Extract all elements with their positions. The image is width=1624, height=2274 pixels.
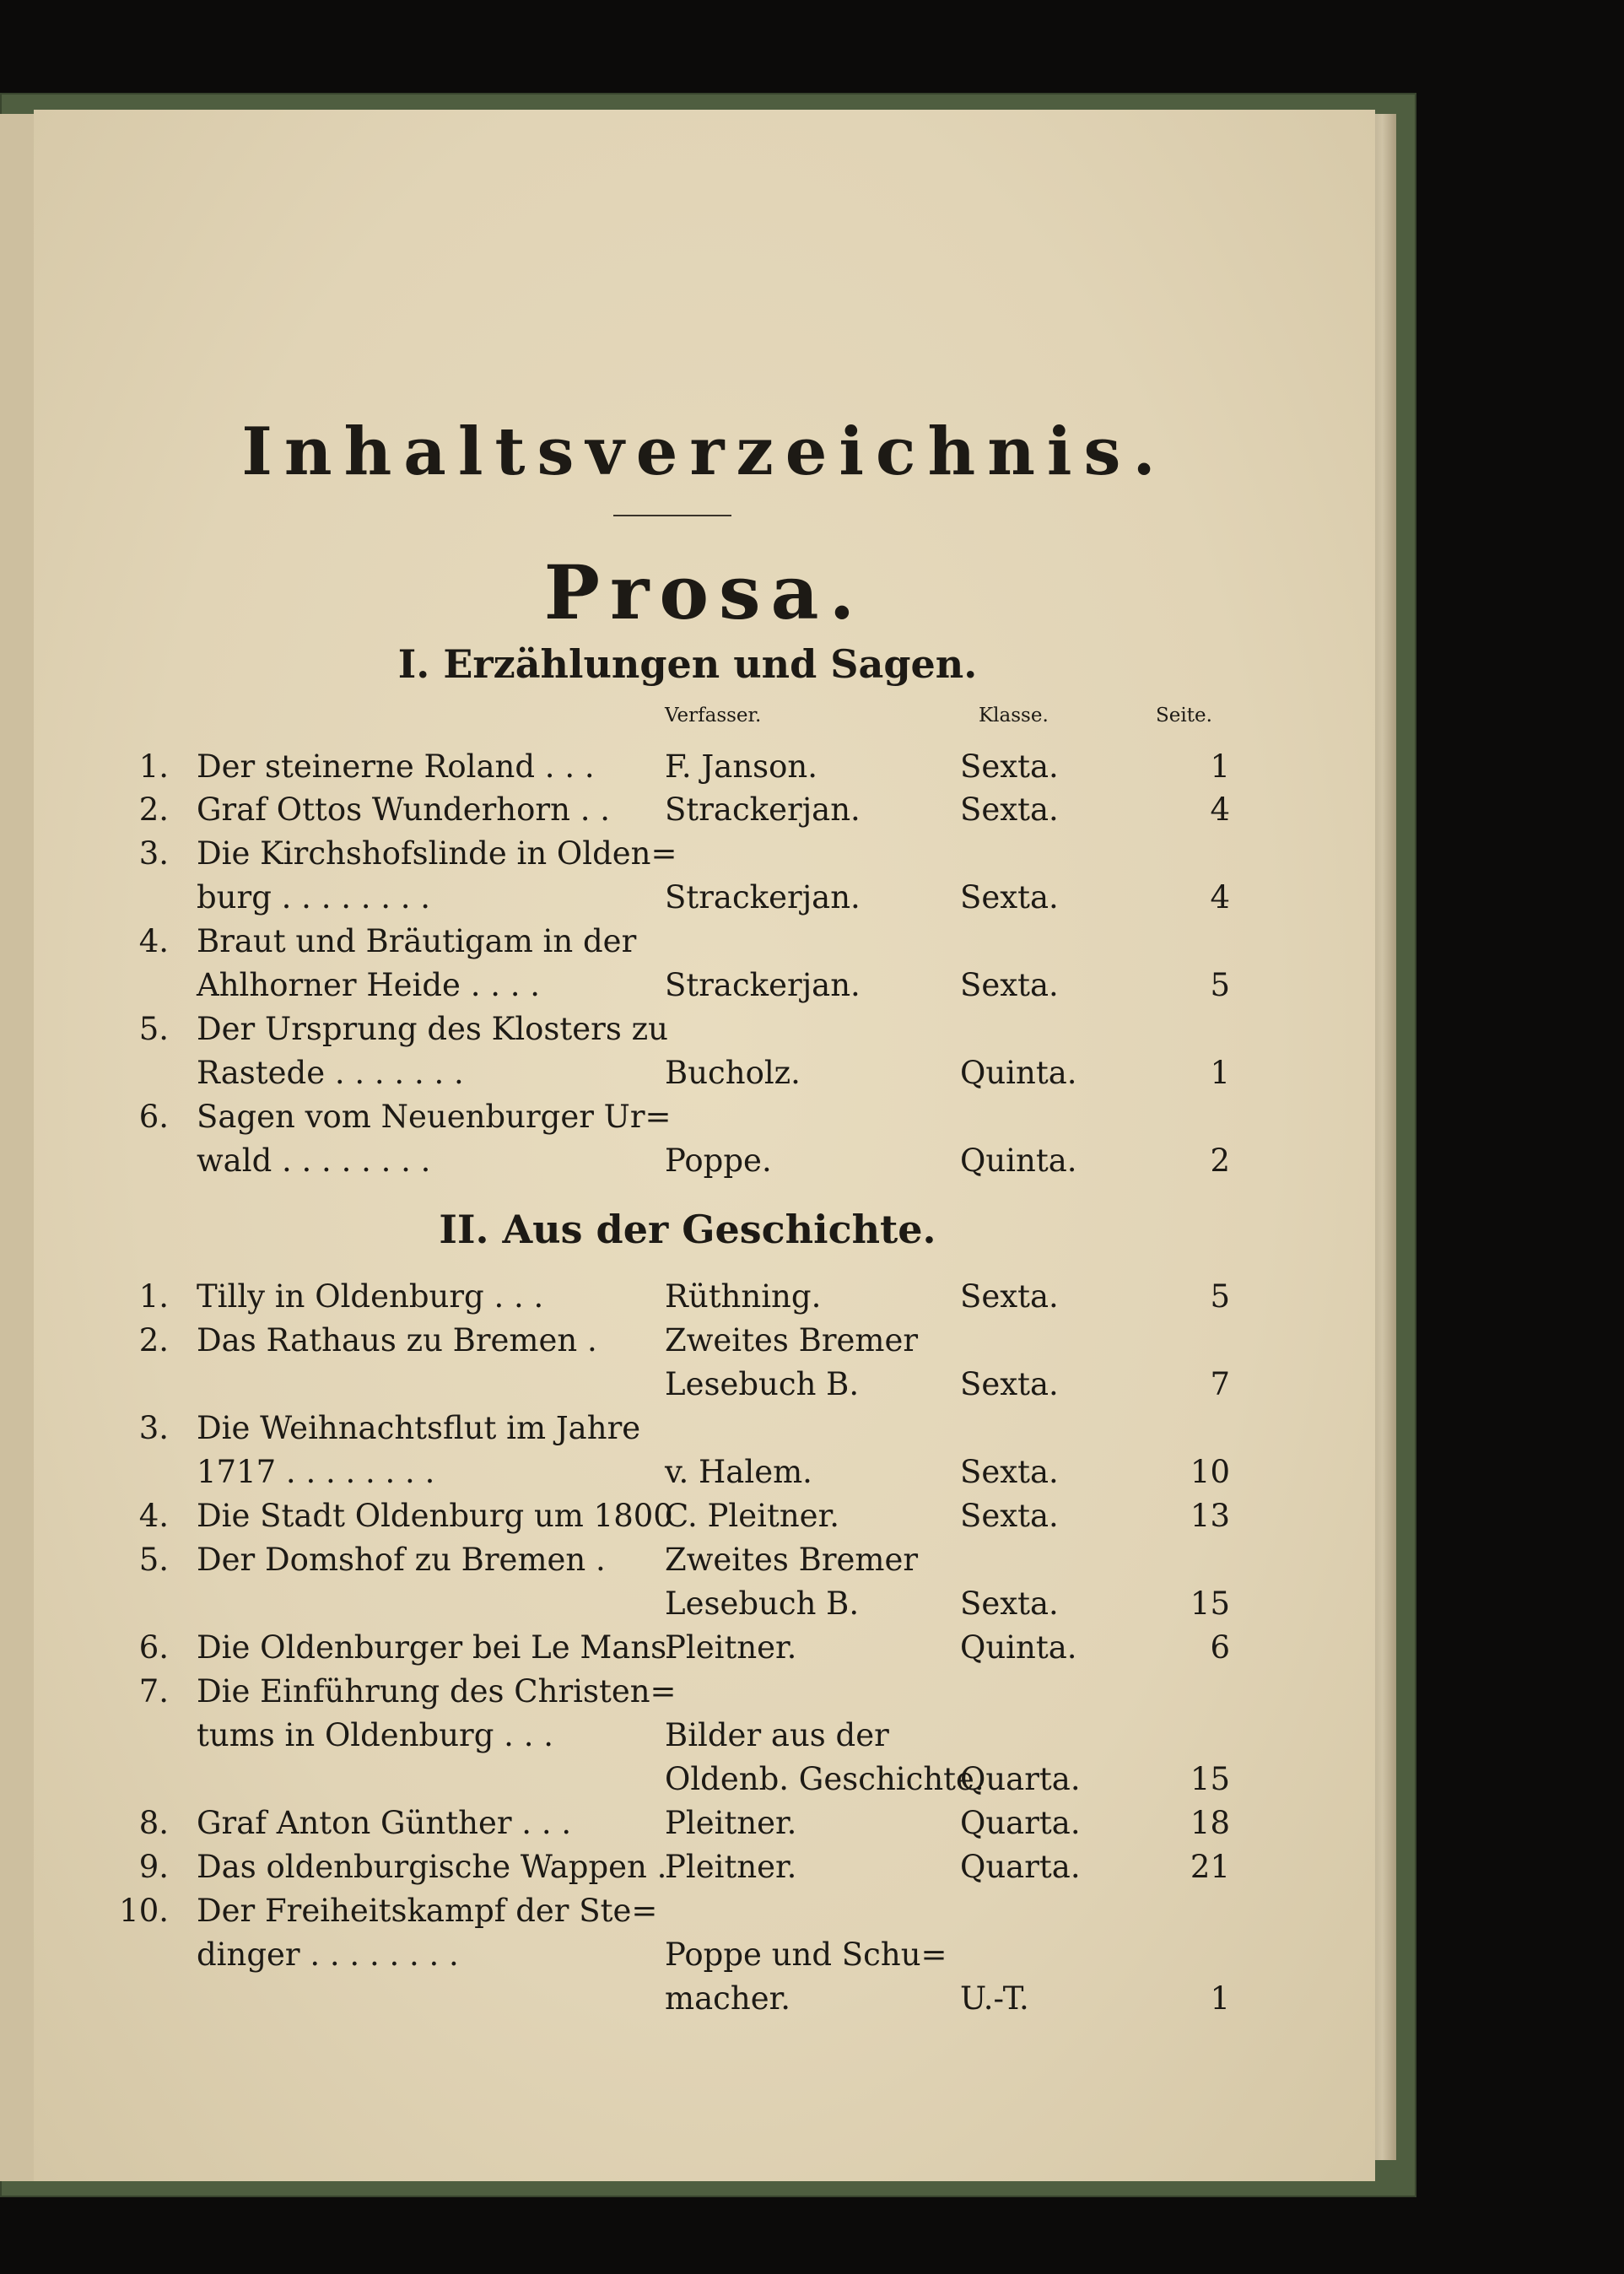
toc-page: 4 — [1210, 791, 1230, 828]
toc-author: Zweites Bremer — [665, 1322, 919, 1358]
toc-page: 1 — [1210, 748, 1230, 785]
section-heading-1: I. Erzählungen und Sagen. — [397, 641, 978, 687]
toc-class: Sexta. — [960, 967, 1059, 1003]
toc-line — [34, 1761, 1375, 1805]
toc-class: Sexta. — [960, 879, 1059, 916]
toc-class: Quarta. — [960, 1761, 1081, 1797]
toc-page: 10 — [1190, 1454, 1230, 1490]
toc-class: Quarta. — [960, 1805, 1081, 1841]
page-title: Inhaltsverzeichnis. — [241, 413, 1168, 490]
toc-page: 21 — [1190, 1849, 1230, 1885]
toc-page: 7 — [1210, 1366, 1230, 1402]
toc-class: Sexta. — [960, 1585, 1059, 1622]
toc-line — [34, 1629, 1375, 1673]
toc-number: 6. — [138, 1099, 169, 1135]
toc-author: Pleitner. — [665, 1849, 797, 1885]
toc-class: U.-T. — [960, 1980, 1029, 2017]
toc-line — [34, 923, 1375, 967]
toc-title: Die Stadt Oldenburg um 1800 — [197, 1498, 673, 1534]
toc-number: 4. — [138, 1498, 169, 1534]
toc-number: 2. — [138, 1322, 169, 1358]
toc-line — [34, 967, 1375, 1011]
toc-line — [34, 1893, 1375, 1936]
toc-page: 6 — [1210, 1629, 1230, 1666]
toc-author: Bilder aus der — [665, 1717, 889, 1753]
toc-title: Sagen vom Neuenburger Ur= — [197, 1099, 672, 1135]
toc-number: 4. — [138, 923, 169, 959]
toc-line — [34, 1055, 1375, 1099]
toc-line — [34, 1717, 1375, 1761]
toc-number: 3. — [138, 835, 169, 872]
toc-author: C. Pleitner. — [665, 1498, 839, 1534]
book-page — [34, 110, 1375, 2181]
toc-author: Strackerjan. — [665, 879, 861, 916]
toc-line — [34, 1805, 1375, 1849]
toc-title: Die Oldenburger bei Le Mans — [197, 1629, 667, 1666]
toc-line — [34, 1673, 1375, 1717]
prosa-heading: Prosa. — [543, 548, 866, 636]
toc-line — [34, 1980, 1375, 2024]
toc-number: 10. — [119, 1893, 169, 1929]
toc-number: 1. — [138, 1278, 169, 1315]
toc-number: 1. — [138, 748, 169, 785]
toc-number: 7. — [138, 1673, 169, 1710]
toc-line — [34, 748, 1375, 792]
toc-title: 1717 . . . . . . . . — [197, 1454, 435, 1490]
toc-class: Quinta. — [960, 1629, 1077, 1666]
toc-line — [34, 1322, 1375, 1366]
toc-number: 5. — [138, 1542, 169, 1578]
toc-class: Quinta. — [960, 1142, 1077, 1179]
toc-title: Das Rathaus zu Bremen . — [197, 1322, 597, 1358]
column-header-author: Verfasser. — [665, 705, 762, 726]
section-heading-2: II. Aus der Geschichte. — [439, 1207, 936, 1252]
toc-author: Lesebuch B. — [665, 1366, 860, 1402]
toc-number: 2. — [138, 791, 169, 828]
toc-class: Sexta. — [960, 1498, 1059, 1534]
toc-title: Graf Anton Günther . . . — [197, 1805, 572, 1841]
toc-title: Braut und Bräutigam in der — [197, 923, 637, 959]
toc-line — [34, 1936, 1375, 1980]
toc-title: Ahlhorner Heide . . . . — [197, 967, 541, 1003]
toc-title: Rastede . . . . . . . — [197, 1055, 464, 1091]
toc-author: Poppe und Schu= — [665, 1936, 947, 1973]
toc-page: 5 — [1210, 1278, 1230, 1315]
toc-title: Der Ursprung des Klosters zu — [197, 1011, 668, 1047]
toc-author: Bucholz. — [665, 1055, 801, 1091]
toc-class: Sexta. — [960, 748, 1059, 785]
toc-line — [34, 1542, 1375, 1585]
toc-title: Der Freiheitskampf der Ste= — [197, 1893, 658, 1929]
toc-line — [34, 1142, 1375, 1186]
toc-title: Die Kirchshofslinde in Olden= — [197, 835, 677, 872]
toc-page: 4 — [1210, 879, 1230, 916]
toc-author: v. Halem. — [665, 1454, 812, 1490]
toc-title: Die Einführung des Christen= — [197, 1673, 677, 1710]
toc-author: Pleitner. — [665, 1805, 797, 1841]
toc-title: tums in Oldenburg . . . — [197, 1717, 553, 1753]
toc-class: Sexta. — [960, 1454, 1059, 1490]
toc-author: Zweites Bremer — [665, 1542, 919, 1578]
toc-class: Sexta. — [960, 791, 1059, 828]
toc-line — [34, 791, 1375, 835]
toc-author: Rüthning. — [665, 1278, 822, 1315]
toc-number: 3. — [138, 1410, 169, 1446]
title-rule — [613, 515, 731, 516]
toc-author: Pleitner. — [665, 1629, 797, 1666]
toc-title: Der steinerne Roland . . . — [197, 748, 595, 785]
toc-number: 6. — [138, 1629, 169, 1666]
column-header-class: Klasse. — [979, 705, 1049, 726]
toc-page: 2 — [1210, 1142, 1230, 1179]
toc-line — [34, 1011, 1375, 1055]
toc-line — [34, 1366, 1375, 1410]
toc-author: Strackerjan. — [665, 967, 861, 1003]
toc-author: Oldenb. Geschichte. — [665, 1761, 985, 1797]
toc-page: 18 — [1190, 1805, 1230, 1841]
toc-line — [34, 1454, 1375, 1498]
toc-author: macher. — [665, 1980, 790, 2017]
toc-line — [34, 1849, 1375, 1893]
toc-line — [34, 835, 1375, 879]
toc-author: F. Janson. — [665, 748, 818, 785]
toc-title: dinger . . . . . . . . — [197, 1936, 459, 1973]
toc-class: Quinta. — [960, 1055, 1077, 1091]
toc-page: 1 — [1210, 1980, 1230, 2017]
toc-title: Das oldenburgische Wappen . — [197, 1849, 667, 1885]
toc-number: 5. — [138, 1011, 169, 1047]
toc-title: Tilly in Oldenburg . . . — [197, 1278, 544, 1315]
toc-line — [34, 1498, 1375, 1542]
toc-number: 9. — [138, 1849, 169, 1885]
toc-author: Poppe. — [665, 1142, 772, 1179]
toc-title: Der Domshof zu Bremen . — [197, 1542, 606, 1578]
toc-author: Lesebuch B. — [665, 1585, 860, 1622]
toc-page: 1 — [1210, 1055, 1230, 1091]
toc-title: Die Weihnachtsflut im Jahre — [197, 1410, 641, 1446]
toc-page: 5 — [1210, 967, 1230, 1003]
toc-number: 8. — [138, 1805, 169, 1841]
toc-line — [34, 1278, 1375, 1322]
toc-line — [34, 1099, 1375, 1142]
toc-title: Graf Ottos Wunderhorn . . — [197, 791, 610, 828]
toc-page: 13 — [1190, 1498, 1230, 1534]
toc-line — [34, 879, 1375, 923]
toc-title: burg . . . . . . . . — [197, 879, 431, 916]
previous-page-edge — [0, 114, 37, 2181]
toc-title: wald . . . . . . . . — [197, 1142, 431, 1179]
column-header-page: Seite. — [1156, 705, 1212, 726]
toc-page: 15 — [1190, 1761, 1230, 1797]
toc-page: 15 — [1190, 1585, 1230, 1622]
toc-class: Quarta. — [960, 1849, 1081, 1885]
toc-class: Sexta. — [960, 1366, 1059, 1402]
toc-line — [34, 1585, 1375, 1629]
toc-class: Sexta. — [960, 1278, 1059, 1315]
toc-line — [34, 1410, 1375, 1454]
toc-author: Strackerjan. — [665, 791, 861, 828]
